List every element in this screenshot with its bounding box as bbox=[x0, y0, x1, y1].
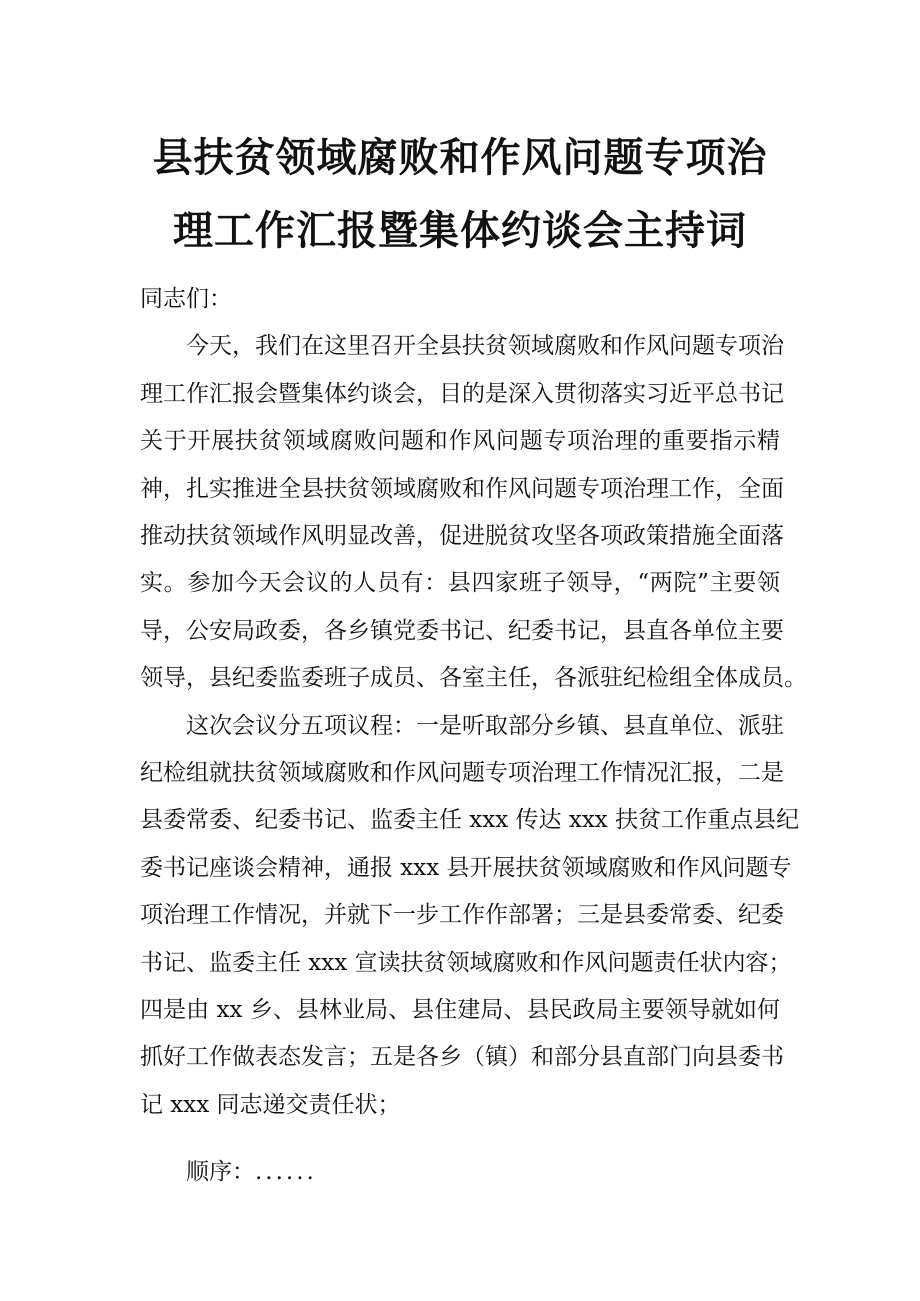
paragraph-line: 这次会议分五项议程：一是听取部分乡镇、县直单位、派驻 bbox=[186, 713, 784, 739]
paragraph-line: 县委常委、纪委书记、监委主任 xxx 传达 xxx 扶贫工作重点县纪 bbox=[140, 807, 800, 833]
paragraph-line: 推动扶贫领域作风明显改善，促进脱贫攻坚各项政策措施全面落 bbox=[140, 523, 784, 549]
paragraph-line: 关于开展扶贫领域腐败问题和作风问题专项治理的重要指示精 bbox=[140, 428, 780, 454]
salutation: 同志们： bbox=[140, 286, 232, 312]
paragraph-line: 神，扎实推进全县扶贫领域腐败和作风问题专项治理工作，全面 bbox=[140, 476, 784, 502]
paragraph-line: 记 xxx 同志递交责任状； bbox=[140, 1092, 401, 1118]
paragraph-line: 领导，县纪委监委班子成员、各室主任，各派驻纪检组全体成员。 bbox=[140, 665, 807, 691]
order-label: 顺序： bbox=[186, 1159, 255, 1185]
order-line bbox=[186, 1157, 317, 1187]
document-title-line-1: 县扶贫领域腐败和作风问题专项治 bbox=[152, 135, 768, 181]
paragraph-line: 今天，我们在这里召开全县扶贫领域腐败和作风问题专项治 bbox=[186, 333, 784, 359]
paragraph-line: 纪检组就扶贫领域腐败和作风问题专项治理工作情况汇报，二是 bbox=[140, 760, 784, 786]
paragraph-line: 理工作汇报会暨集体约谈会，目的是深入贯彻落实习近平总书记 bbox=[140, 381, 784, 407]
paragraph-line: 委书记座谈会精神，通报 xxx 县开展扶贫领域腐败和作风问题专 bbox=[140, 855, 792, 881]
paragraph-line: 实。参加今天会议的人员有：县四家班子领导，“两院”主要领 bbox=[140, 570, 780, 596]
order-value: ...... bbox=[255, 1159, 317, 1185]
document-title-line-2: 理工作汇报暨集体约谈会主持词 bbox=[173, 208, 747, 254]
paragraph-line: 抓好工作做表态发言；五是各乡（镇）和部分县直部门向县委书 bbox=[140, 1044, 784, 1070]
paragraph-line: 导，公安局政委，各乡镇党委书记、纪委书记，县直各单位主要 bbox=[140, 618, 784, 644]
paragraph-line: 书记、监委主任 xxx 宣读扶贫领域腐败和作风问题责任状内容； bbox=[140, 950, 792, 976]
paragraph-line: 四是由 xx 乡、县林业局、县住建局、县民政局主要领导就如何 bbox=[140, 997, 780, 1023]
paragraph-line: 项治理工作情况，并就下一步工作作部署；三是县委常委、纪委 bbox=[140, 902, 784, 928]
